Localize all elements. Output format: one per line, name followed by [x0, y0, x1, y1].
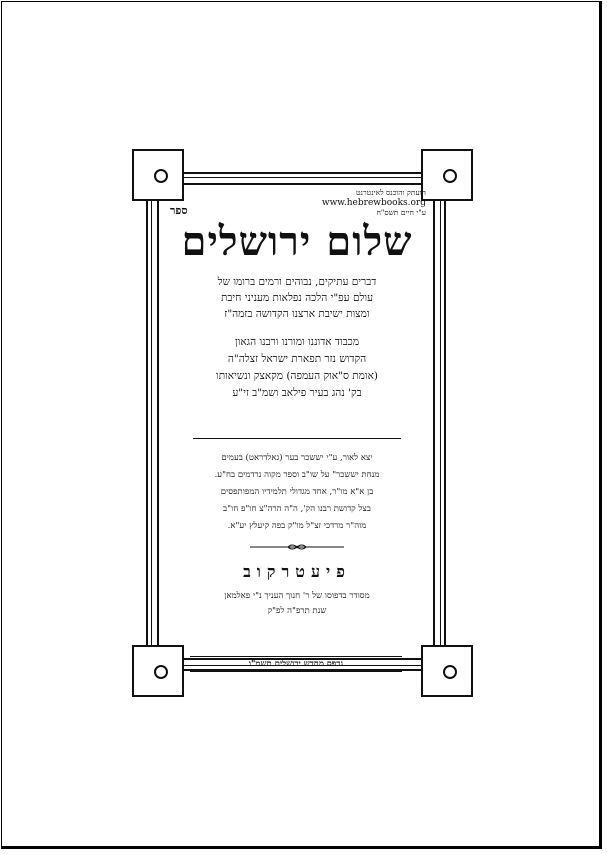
- ornamental-divider: [248, 543, 346, 551]
- printer-info: [168, 589, 426, 619]
- corner-ornament-top-right: [421, 149, 473, 201]
- honor-line: (אומת ס"אוק העמפה) מקאצק ונשיאותו: [216, 370, 378, 382]
- publisher-info: [168, 450, 426, 535]
- credit-line: ע"י חיים תשס"ח: [376, 208, 426, 217]
- description-line: דברים עתיקים, נבוהים ורמים ברומו של: [217, 276, 377, 288]
- description-line: עולם עפ"י הלכה נפלאות מעניני חיבת: [220, 292, 374, 304]
- publisher-line: בצל קדושת רבנו הק', ה"ה הרה"צ חו"פ חו"ב: [223, 504, 371, 514]
- publisher-line: בן א"א מו"ר, אחד מגדולי תלמידיו המפותפסים: [220, 487, 374, 497]
- title-page-content: [168, 186, 426, 626]
- publisher-line: מוה"ר מרדכי זצ"ל מו"ק בפה קיעלץ יע"א.: [227, 521, 367, 531]
- author-honor: [168, 334, 426, 402]
- credit-url[interactable]: www.hebrewbooks.org: [321, 198, 426, 208]
- honor-line: מכבוד אדוננו ומורנו ורבנו הגאון: [234, 336, 360, 348]
- ring-ornament: [154, 169, 168, 183]
- ring-ornament: [443, 169, 457, 183]
- publisher-line: יצא לאור, ע"י יששכר בער (גאלדראט) בעמים: [221, 453, 373, 463]
- honor-line: הקדוש נזר תפארת ישראל זצלה"ה: [227, 353, 367, 365]
- publisher-line: מנחת יששכר" על שו"ב וספר מקוה נרדמים בח"ע.: [214, 470, 380, 480]
- ring-ornament: [443, 665, 457, 679]
- printer-line: שנת תרפ"ה לפ"ק: [267, 606, 327, 616]
- credit-line: הועתק והוכנס לאינטרנט: [356, 188, 426, 197]
- ring-ornament: [154, 665, 168, 679]
- corner-ornament-bottom-left: [132, 645, 184, 697]
- digitization-credit: [266, 188, 426, 218]
- publication-city: פיעטרקוב: [243, 562, 351, 581]
- corner-ornament-bottom-right: [421, 645, 473, 697]
- reprint-band: נדפס מחדש ירושלים תשמ"ו: [190, 656, 402, 672]
- section-rule: [193, 438, 401, 439]
- honor-line: בק' נהג בעיר פילאב ושמ"ב זי"ע: [232, 387, 362, 399]
- sefer-label: ספר: [170, 204, 188, 217]
- printer-line: מסודר בדפוסו של ר' חנוך העניך נ"י פאלמאן: [224, 591, 370, 601]
- description: [168, 274, 426, 322]
- book-title: שלום ירושלים: [181, 218, 413, 265]
- description-line: ומצות ישיבת ארצנו הקדושה בזמה"ז: [224, 308, 370, 320]
